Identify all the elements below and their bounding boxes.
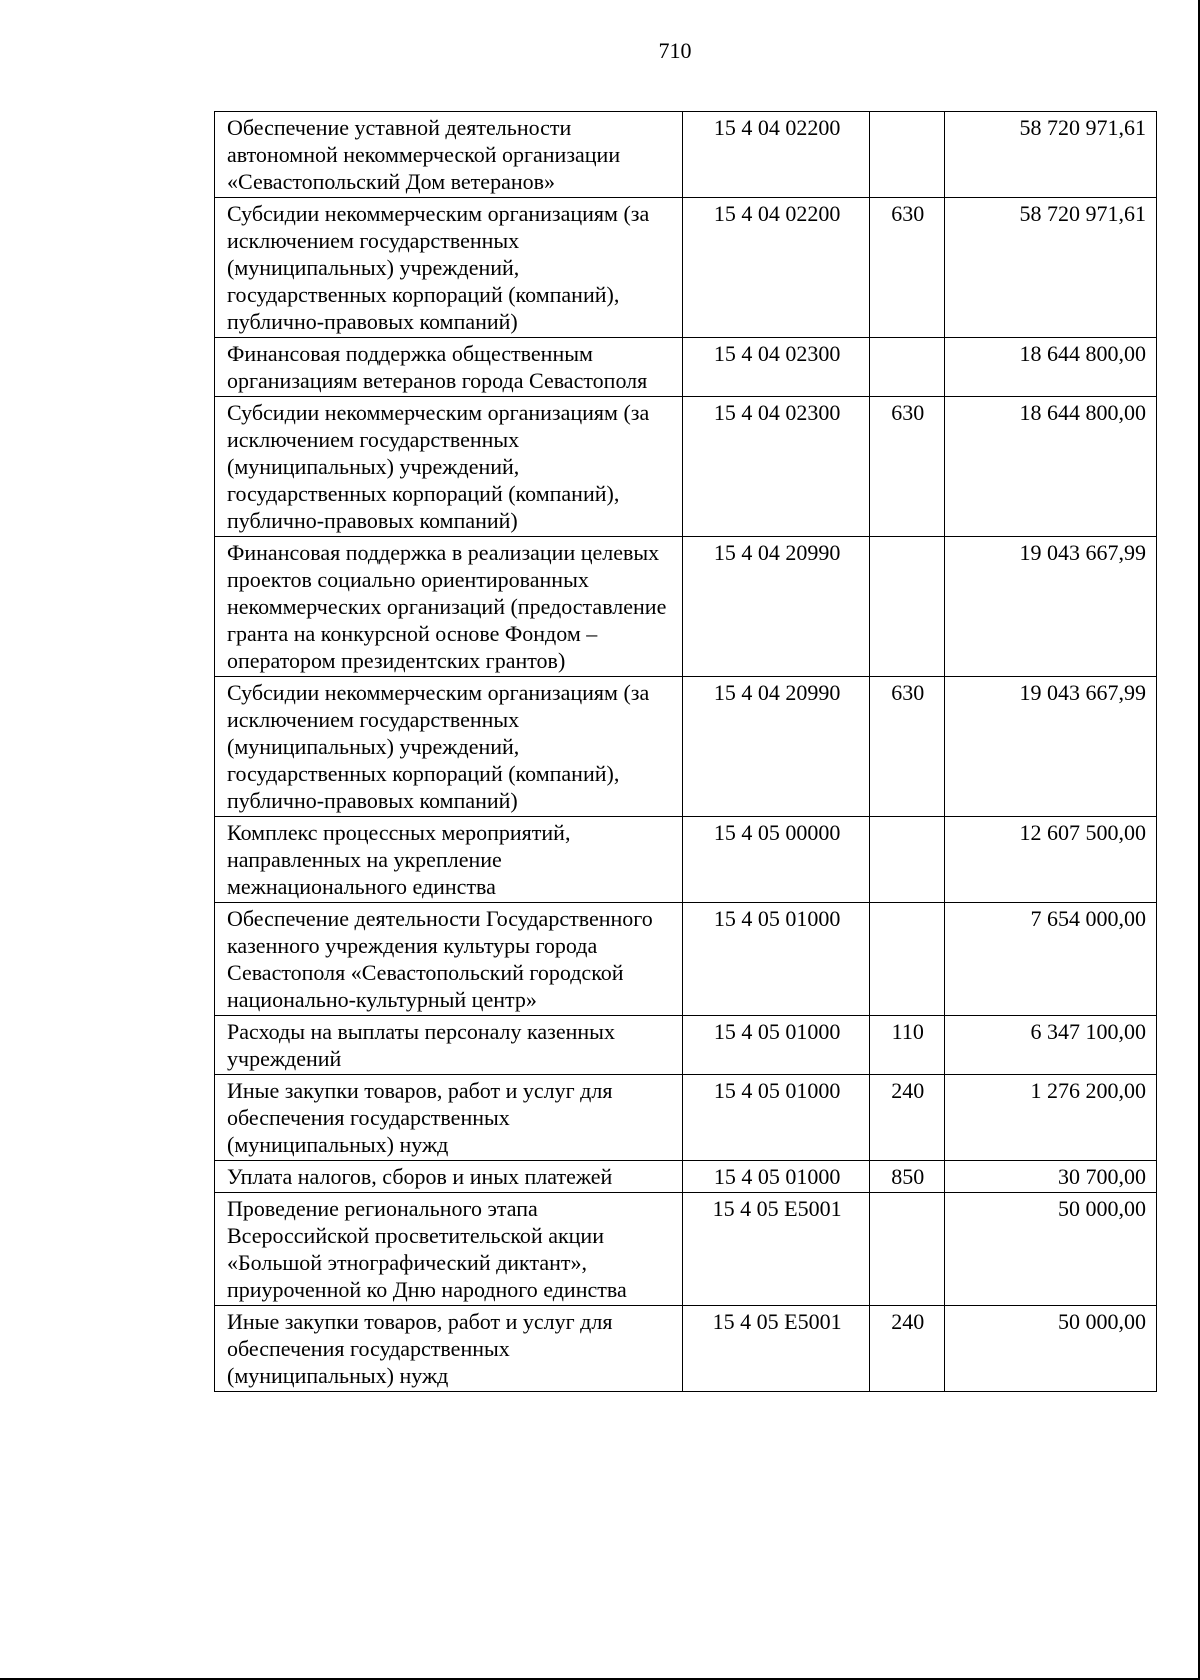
table-row	[215, 677, 1157, 817]
row-code: 15 4 04 20990	[683, 537, 869, 677]
row-name: Субсидии некоммерческим организациям (за исключением государственных (муниципальных) учреждений, государственных корпораций (компаний), публично-правовых компаний)	[215, 397, 683, 537]
row-expense-type	[869, 338, 944, 397]
row-name: Проведение регионального этапа Всероссийской просветительской акции «Большой этнографический диктант», приуроченной ко Дню народного единства	[215, 1193, 683, 1306]
row-amount: 50 000,00	[944, 1306, 1156, 1392]
row-code: 15 4 04 02200	[683, 198, 869, 338]
row-expense-type: 630	[869, 397, 944, 537]
row-code: 15 4 05 01000	[683, 1161, 869, 1193]
row-expense-type: 630	[869, 677, 944, 817]
row-amount: 30 700,00	[944, 1161, 1156, 1193]
row-amount: 1 276 200,00	[944, 1075, 1156, 1161]
row-expense-type: 850	[869, 1161, 944, 1193]
table-row	[215, 1306, 1157, 1392]
row-amount: 18 644 800,00	[944, 338, 1156, 397]
budget-table-body	[215, 112, 1157, 1392]
row-amount: 12 607 500,00	[944, 817, 1156, 903]
row-code: 15 4 05 00000	[683, 817, 869, 903]
row-expense-type	[869, 112, 944, 198]
row-name: Уплата налогов, сборов и иных платежей	[215, 1161, 683, 1193]
row-amount: 7 654 000,00	[944, 903, 1156, 1016]
table-row	[215, 397, 1157, 537]
row-name: Субсидии некоммерческим организациям (за исключением государственных (муниципальных) учреждений, государственных корпораций (компаний), публично-правовых компаний)	[215, 198, 683, 338]
row-code: 15 4 04 02300	[683, 338, 869, 397]
table-row	[215, 1161, 1157, 1193]
row-code: 15 4 05 E5001	[683, 1193, 869, 1306]
row-amount: 6 347 100,00	[944, 1016, 1156, 1075]
row-code: 15 4 04 20990	[683, 677, 869, 817]
row-expense-type: 240	[869, 1075, 944, 1161]
row-amount: 19 043 667,99	[944, 537, 1156, 677]
row-code: 15 4 05 01000	[683, 1075, 869, 1161]
row-amount: 18 644 800,00	[944, 397, 1156, 537]
row-name: Расходы на выплаты персоналу казенных учреждений	[215, 1016, 683, 1075]
row-expense-type: 110	[869, 1016, 944, 1075]
row-amount: 19 043 667,99	[944, 677, 1156, 817]
row-code: 15 4 05 01000	[683, 1016, 869, 1075]
table-row	[215, 903, 1157, 1016]
budget-table	[214, 111, 1157, 1392]
row-expense-type	[869, 537, 944, 677]
row-name: Иные закупки товаров, работ и услуг для обеспечения государственных (муниципальных) нужд	[215, 1075, 683, 1161]
table-row	[215, 1075, 1157, 1161]
table-row	[215, 112, 1157, 198]
table-row	[215, 1193, 1157, 1306]
table-row	[215, 338, 1157, 397]
row-name: Финансовая поддержка общественным организациям ветеранов города Севастополя	[215, 338, 683, 397]
row-expense-type: 630	[869, 198, 944, 338]
row-amount: 50 000,00	[944, 1193, 1156, 1306]
row-name: Субсидии некоммерческим организациям (за исключением государственных (муниципальных) учреждений, государственных корпораций (компаний), публично-правовых компаний)	[215, 677, 683, 817]
row-name: Комплекс процессных мероприятий, направленных на укрепление межнационального единства	[215, 817, 683, 903]
table-row	[215, 817, 1157, 903]
row-expense-type	[869, 817, 944, 903]
table-row	[215, 537, 1157, 677]
row-expense-type	[869, 1193, 944, 1306]
table-row	[215, 198, 1157, 338]
row-name: Обеспечение уставной деятельности автономной некоммерческой организации «Севастопольский Дом ветеранов»	[215, 112, 683, 198]
row-name: Иные закупки товаров, работ и услуг для обеспечения государственных (муниципальных) нужд	[215, 1306, 683, 1392]
row-code: 15 4 04 02300	[683, 397, 869, 537]
row-code: 15 4 05 01000	[683, 903, 869, 1016]
row-expense-type	[869, 903, 944, 1016]
row-code: 15 4 05 E5001	[683, 1306, 869, 1392]
row-expense-type: 240	[869, 1306, 944, 1392]
table-row	[215, 1016, 1157, 1075]
row-amount: 58 720 971,61	[944, 112, 1156, 198]
row-code: 15 4 04 02200	[683, 112, 869, 198]
row-name: Обеспечение деятельности Государственного казенного учреждения культуры города Севастополя «Севастопольский городской национально-культурный центр»	[215, 903, 683, 1016]
page-number: 710	[658, 38, 692, 63]
row-name: Финансовая поддержка в реализации целевых проектов социально ориентированных некоммерческих организаций (предоставление гранта на конкурсной основе Фондом – оператором президентских грантов)	[215, 537, 683, 677]
row-amount: 58 720 971,61	[944, 198, 1156, 338]
